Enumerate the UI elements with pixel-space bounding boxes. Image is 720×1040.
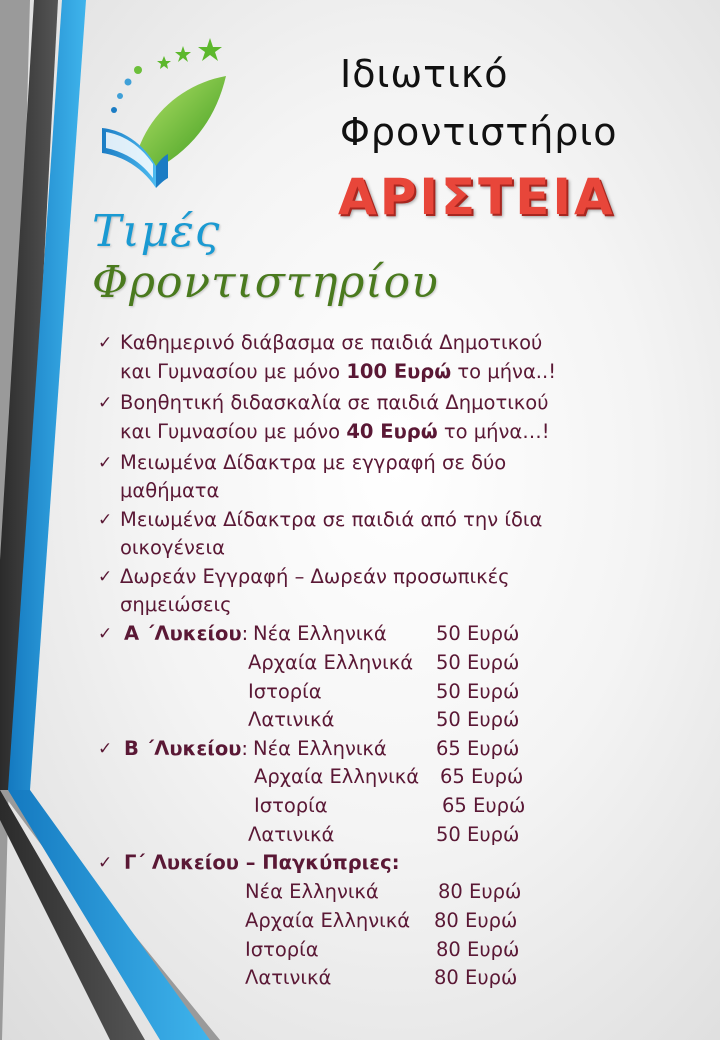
grade-b-price-2: 65 Ευρώ	[440, 765, 524, 788]
bullet-1-line-2: και Γυμνασίου με μόνο 100 Ευρώ το μήνα..!	[120, 360, 557, 383]
check-icon: ✓	[98, 510, 113, 529]
grade-c-price-1: 80 Ευρώ	[438, 880, 522, 903]
bullet-5-line-2: σημειώσεις	[120, 593, 232, 616]
heading-line-1: Τιμές	[92, 206, 221, 257]
grade-c-subject-2: Αρχαία Ελληνικά	[245, 909, 411, 932]
bullet-2-line-2: και Γυμνασίου με μόνο 40 Ευρώ το μήνα…!	[120, 420, 550, 443]
grade-c-subject-4: Λατινικά	[245, 966, 332, 989]
grade-a-price-2: 50 Ευρώ	[436, 651, 520, 674]
grade-a-subject-2: Αρχαία Ελληνικά	[248, 651, 414, 674]
grade-c-subject-3: Ιστορία	[245, 938, 319, 961]
check-icon: ✓	[98, 333, 113, 352]
grade-b-subject-2: Αρχαία Ελληνικά	[254, 765, 420, 788]
check-icon: ✓	[98, 567, 113, 586]
grade-a-subject-4: Λατινικά	[248, 708, 335, 731]
grade-b-price-1: 65 Ευρώ	[436, 737, 520, 760]
bullet-3-line-1: Μειωμένα Δίδακτρα με εγγραφή σε δύο	[120, 451, 507, 474]
bullet-4-line-2: οικογένεια	[120, 536, 225, 559]
bullet-4-line-1: Μειωμένα Δίδακτρα σε παιδιά από την ίδια	[120, 508, 543, 531]
check-icon: ✓	[98, 739, 113, 758]
grade-a-price-4: 50 Ευρώ	[436, 708, 520, 731]
grade-c-subject-1: Νέα Ελληνικά	[245, 880, 379, 903]
brand-name: ΑΡΙΣΤΕΙΑ	[338, 168, 616, 226]
grade-a-label: Α ΄Λυκείου:	[124, 622, 249, 645]
grade-a-subject-3: Ιστορία	[248, 680, 322, 703]
grade-b-price-4: 50 Ευρώ	[436, 823, 520, 846]
grade-c-price-2: 80 Ευρώ	[434, 909, 518, 932]
grade-b-subject-1: Νέα Ελληνικά	[253, 737, 387, 760]
grade-a-price-3: 50 Ευρώ	[436, 680, 520, 703]
book-stars-logo	[98, 38, 228, 188]
bullet-5-line-1: Δωρεάν Εγγραφή – Δωρεάν προσωπικές	[120, 565, 510, 588]
check-icon: ✓	[98, 624, 113, 643]
bullet-2-line-1: Βοηθητική διδασκαλία σε παιδιά Δημοτικού	[120, 391, 549, 414]
grade-c-price-4: 80 Ευρώ	[434, 966, 518, 989]
bullet-1-line-1: Καθημερινό διάβασμα σε παιδιά Δημοτικού	[120, 331, 543, 354]
brand-line-1: Ιδιωτικό	[340, 52, 509, 96]
grade-c-price-3: 80 Ευρώ	[436, 938, 520, 961]
check-icon: ✓	[98, 453, 113, 472]
check-icon: ✓	[98, 393, 113, 412]
grade-b-price-3: 65 Ευρώ	[442, 794, 526, 817]
grade-c-label: Γ΄ Λυκείου – Παγκύπριες:	[124, 851, 400, 874]
heading-line-2: Φροντιστηρίου	[92, 257, 439, 308]
check-icon: ✓	[98, 853, 113, 872]
brand-line-2: Φροντιστήριο	[340, 110, 618, 154]
grade-a-price-1: 50 Ευρώ	[436, 622, 520, 645]
grade-b-subject-3: Ιστορία	[254, 794, 328, 817]
grade-a-subject-1: Νέα Ελληνικά	[253, 622, 387, 645]
bullet-3-line-2: μαθήματα	[120, 479, 220, 502]
grade-b-label: Β ΄Λυκείου:	[124, 737, 248, 760]
grade-b-subject-4: Λατινικά	[248, 823, 335, 846]
